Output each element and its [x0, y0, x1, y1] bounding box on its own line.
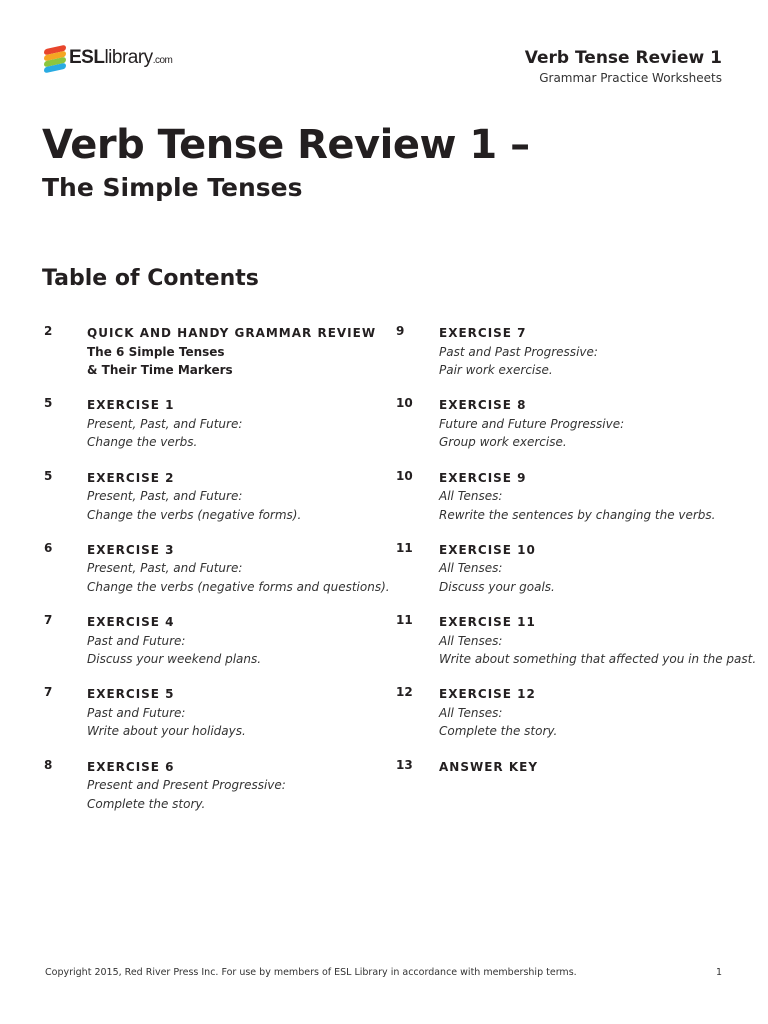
logo-suffix: .com	[152, 55, 173, 66]
toc-entry[interactable]	[44, 396, 384, 468]
toc-entry-description: Complete the story.	[87, 796, 206, 811]
toc-page-number: 8	[44, 757, 53, 772]
toc-entry-description: All Tenses:	[439, 633, 503, 648]
toc-entry-body	[439, 541, 555, 597]
toc-entry[interactable]	[396, 469, 736, 541]
page-number: 1	[715, 967, 722, 978]
toc-entry-body	[87, 324, 376, 380]
toc-entry[interactable]	[396, 396, 736, 468]
toc-entry-description: Past and Future:	[87, 633, 186, 648]
toc-page-number: 7	[44, 685, 53, 700]
toc-entry-heading: EXERCISE 9	[439, 470, 527, 485]
toc-entry-heading: EXERCISE 10	[439, 542, 536, 557]
toc-entry-description: Complete the story.	[439, 724, 558, 739]
toc-entry-heading: EXERCISE 8	[439, 398, 527, 413]
toc-page-number: 12	[396, 685, 413, 700]
toc-heading: Table of Contents	[42, 266, 259, 291]
toc-entry-description: Pair work exercise.	[439, 363, 553, 377]
toc-entry-heading: EXERCISE 6	[87, 759, 175, 774]
logo-wordmark	[69, 47, 172, 69]
toc-entry-description: Past and Future:	[87, 705, 186, 720]
toc-entry-description: Write about your holidays.	[87, 724, 246, 739]
toc-entry-description: Present and Present Progressive:	[87, 778, 286, 793]
toc-entry-description: Present, Past, and Future:	[87, 561, 243, 576]
toc-entry[interactable]	[396, 613, 757, 685]
toc-entry[interactable]	[396, 685, 736, 757]
toc-entry-description: Future and Future Progressive:	[439, 416, 625, 431]
toc-entry-body	[87, 469, 301, 525]
toc-page-number: 10	[396, 468, 413, 483]
toc-entry-body	[439, 758, 538, 777]
toc-entry[interactable]	[44, 540, 390, 613]
toc-page-number: 11	[396, 540, 413, 555]
toc-entry-heading: EXERCISE 4	[87, 615, 175, 630]
toc-page-number: 2	[44, 324, 53, 338]
toc-entry-description: Group work exercise.	[439, 435, 567, 450]
toc-entry-heading: EXERCISE 2	[87, 470, 175, 485]
document-title: Verb Tense Review 1 –	[42, 122, 530, 168]
logo-brand: ESL	[69, 47, 105, 68]
toc-entry-body	[439, 469, 716, 525]
toc-entry-description: Present, Past, and Future:	[87, 489, 243, 504]
toc-entry[interactable]	[396, 324, 736, 396]
toc-entry-body	[439, 324, 598, 380]
toc-entry[interactable]	[44, 613, 384, 685]
toc-entry-body	[87, 541, 390, 597]
toc-entry[interactable]	[396, 541, 736, 613]
toc-entry-body	[87, 396, 242, 452]
toc-left-column	[44, 324, 390, 830]
toc-page-number: 5	[44, 468, 53, 483]
toc-entry-body	[439, 396, 624, 452]
toc-entry-heading: EXERCISE 12	[439, 687, 536, 702]
toc-entry-body	[439, 685, 557, 741]
toc-entry-description: Rewrite the sentences by changing the verbs.	[439, 507, 716, 522]
toc-entry-body	[87, 613, 261, 669]
toc-entry-heading: QUICK AND HANDY GRAMMAR REVIEW	[87, 326, 377, 340]
toc-entry-description: All Tenses:	[439, 561, 503, 576]
toc-entry-heading: EXERCISE 5	[87, 687, 175, 702]
toc-entry-description: All Tenses:	[439, 705, 503, 720]
copyright-footer: Copyright 2015, Red River Press Inc. For use by members of ESL Library in accordance with membership terms.	[45, 967, 577, 978]
toc-entry-subheading: & Their Time Markers	[87, 363, 233, 377]
toc-entry[interactable]	[44, 758, 384, 830]
toc-right-column	[396, 324, 757, 830]
toc-page-number: 10	[396, 396, 413, 411]
toc-entry-description: Discuss your weekend plans.	[87, 652, 262, 667]
toc-entry-description: Past and Past Progressive:	[439, 344, 598, 359]
toc-entry-description: Discuss your goals.	[439, 579, 555, 594]
toc-entry-heading: EXERCISE 1	[87, 398, 175, 413]
toc-entry-description: Write about something that affected you in the past.	[439, 652, 757, 667]
toc-entry-description: Change the verbs (negative forms and questions).	[87, 579, 390, 594]
esl-library-logo	[44, 45, 172, 71]
header-title: Verb Tense Review 1	[524, 48, 722, 68]
toc-entry-heading: ANSWER KEY	[439, 759, 539, 774]
logo-brand-light: library	[104, 47, 153, 68]
toc-entry[interactable]	[44, 469, 384, 541]
toc-page-number: 13	[396, 757, 413, 772]
toc-entry[interactable]	[44, 324, 384, 396]
toc-entry-description: Change the verbs (negative forms).	[87, 507, 302, 522]
header-subtitle: Grammar Practice Worksheets	[539, 71, 722, 85]
toc-entry-heading: EXERCISE 11	[439, 615, 536, 630]
toc-page-number: 7	[44, 613, 53, 628]
toc-page-number: 9	[396, 324, 405, 338]
toc-entry-body	[87, 758, 286, 814]
toc-entry-body	[87, 685, 246, 741]
document-subtitle: The Simple Tenses	[42, 173, 303, 202]
toc-page-number: 6	[44, 540, 53, 555]
toc-page-number: 11	[396, 613, 413, 628]
toc-entry-description: Present, Past, and Future:	[87, 416, 243, 431]
toc-entry-subheading: The 6 Simple Tenses	[87, 344, 225, 359]
toc-entry-body	[439, 613, 756, 669]
toc-page-number: 5	[44, 396, 53, 411]
book-stack-icon	[44, 46, 66, 70]
toc-entry-heading: EXERCISE 7	[439, 326, 527, 340]
toc-entry-description: All Tenses:	[439, 489, 503, 504]
toc-entry-heading: EXERCISE 3	[87, 542, 175, 557]
toc-entry-description: Change the verbs.	[87, 435, 198, 450]
toc-entry[interactable]	[396, 758, 736, 830]
toc-entry[interactable]	[44, 685, 384, 757]
